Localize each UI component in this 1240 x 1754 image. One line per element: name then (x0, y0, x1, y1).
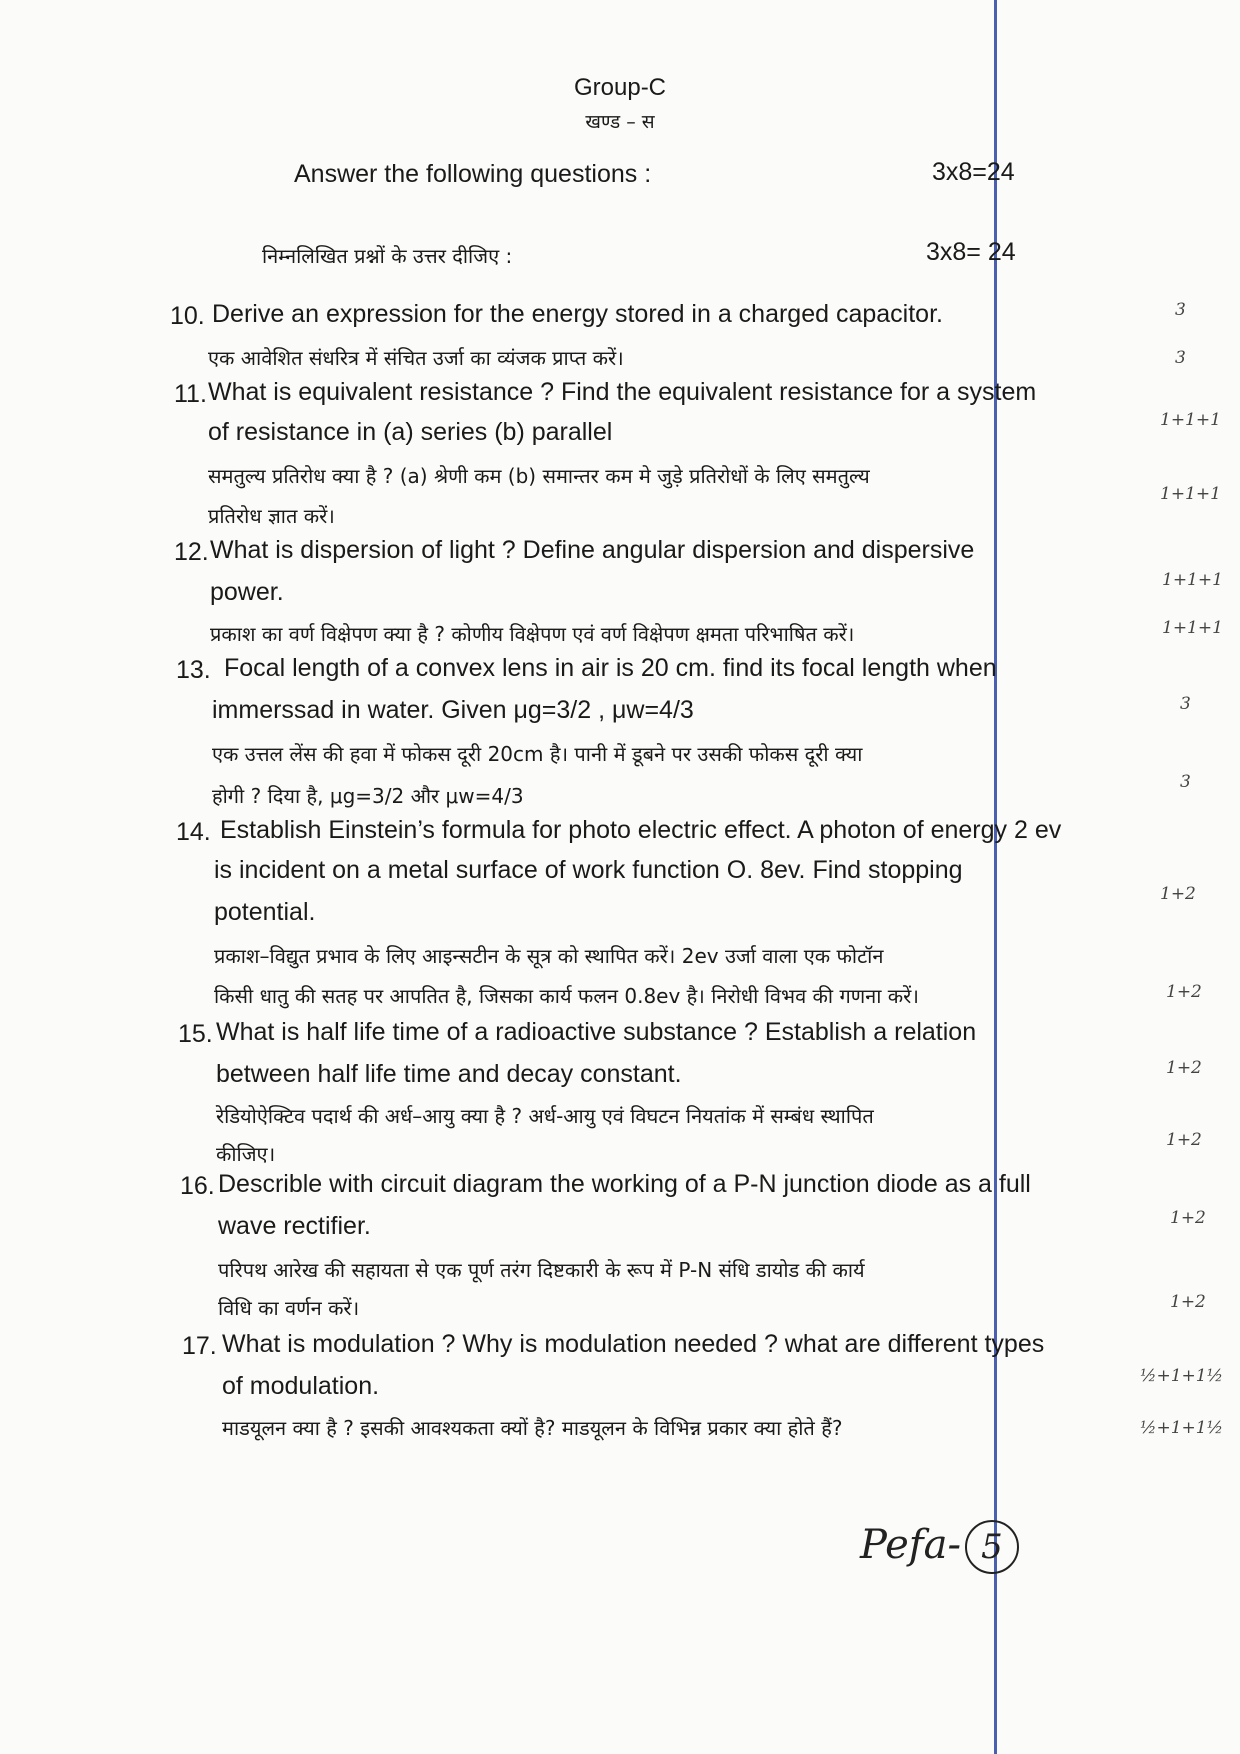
question-number: 15. (178, 1020, 213, 1048)
question-text: Describle with circuit diagram the working of a P-N junction diode as a full (218, 1170, 1031, 1198)
question-text-hindi: माडयूलन क्या है ? इसकी आवश्यकता क्यों है? माडयूलन के विभिन्न प्रकार क्या होते हैं? (222, 1416, 843, 1440)
question-text: is incident on a metal surface of work function O. 8ev. Find stopping (214, 856, 963, 884)
question-text: between half life time and decay constant. (216, 1060, 682, 1088)
question-text-hindi: कीजिए। (216, 1142, 276, 1166)
group-title: Group-C (573, 74, 667, 101)
question-text: of resistance in (a) series (b) parallel (208, 418, 613, 446)
question-number: 16. (180, 1172, 215, 1200)
marks: 1+2 (1160, 884, 1196, 904)
marks: 3 (1180, 694, 1191, 714)
question-text-hindi: प्रतिरोध ज्ञात करें। (208, 504, 335, 528)
marks-hindi: ½+1+1½ (1140, 1418, 1224, 1438)
marks-hindi: 1+2 (1166, 982, 1202, 1002)
question-text-hindi: परिपथ आरेख की सहायता से एक पूर्ण तरंग दिष्टकारी के रूप में P-N संधि डायोड की कार्य (218, 1258, 865, 1282)
signature (860, 1520, 1019, 1574)
marks-hindi: 3 (1180, 772, 1191, 792)
question-text: Establish Einstein’s formula for photo electric effect. A photon of energy 2 ev (220, 816, 1062, 844)
question-text: of modulation. (222, 1372, 380, 1400)
question-text-hindi: एक उत्तल लेंस की हवा में फोकस दूरी 20cm है। पानी में डूबने पर उसकी फोकस दूरी क्या (212, 742, 863, 766)
marks-hindi: 1+1+1 (1162, 618, 1223, 638)
question-text: What is half life time of a radioactive substance ? Establish a relation (216, 1018, 977, 1046)
marks: 1+1+1 (1162, 570, 1223, 590)
marks: 3 (1175, 300, 1186, 320)
question-text-hindi: समतुल्य प्रतिरोध क्या है ? (a) श्रेणी कम (b) समान्तर कम मे जुड़े प्रतिरोधों के लिए समतुल्य (208, 464, 870, 488)
marks-hindi: 1+1+1 (1160, 484, 1221, 504)
question-text-hindi: प्रकाश–विद्युत प्रभाव के लिए आइन्सटीन के सूत्र को स्थापित करें। 2ev उर्जा वाला एक फोटॉन (214, 944, 884, 968)
question-text-hindi: विधि का वर्णन करें। (218, 1296, 360, 1320)
question-text: Derive an expression for the energy stored in a charged capacitor. (212, 300, 943, 328)
total-marks-hindi: 3x8= 24 (926, 238, 1016, 266)
question-text: power. (210, 578, 284, 606)
marks-hindi: 3 (1175, 348, 1186, 368)
question-text-hindi: एक आवेशित संधरित्र में संचित उर्जा का व्यंजक प्राप्त करें। (208, 346, 624, 370)
question-text-hindi: होगी ? दिया है, μg=3/2 और μw=4/3 (212, 784, 524, 808)
question-number: 13. (176, 656, 211, 684)
question-number: 12. (174, 538, 209, 566)
question-text: What is modulation ? Why is modulation needed ? what are different types (222, 1330, 1045, 1358)
question-number: 10. (170, 302, 205, 330)
question-text: Focal length of a convex lens in air is 20 cm. find its focal length when (224, 654, 997, 682)
page-number: 5 (965, 1520, 1019, 1574)
question-number: 17. (182, 1332, 217, 1360)
question-text-hindi: प्रकाश का वर्ण विक्षेपण क्या है ? कोणीय विक्षेपण एवं वर्ण विक्षेपण क्षमता परिभाषित करें। (210, 622, 855, 646)
instruction-hindi: निम्नलिखित प्रश्नों के उत्तर दीजिए : (262, 244, 513, 268)
question-text: What is dispersion of light ? Define angular dispersion and dispersive (210, 536, 975, 564)
group-title-hindi: खण्ड – स (585, 111, 655, 133)
marks-hindi: 1+2 (1166, 1130, 1202, 1150)
marks: ½+1+1½ (1140, 1366, 1224, 1386)
instruction-english: Answer the following questions : (294, 160, 652, 188)
question-number: 11. (174, 380, 207, 408)
total-marks-english: 3x8=24 (932, 158, 1015, 186)
question-text: potential. (214, 898, 316, 926)
marks: 1+1+1 (1160, 410, 1221, 430)
marks: 1+2 (1170, 1208, 1206, 1228)
question-text: wave rectifier. (218, 1212, 371, 1240)
question-number: 14. (176, 818, 211, 846)
question-text-hindi: रेडियोऐक्टिव पदार्थ की अर्ध–आयु क्या है ? अर्ध-आयु एवं विघटन नियतांक में सम्बंध स्थापित (216, 1104, 874, 1128)
marks: 1+2 (1166, 1058, 1202, 1078)
question-text-hindi: किसी धातु की सतह पर आपतित है, जिसका कार्य फलन 0.8ev है। निरोधी विभव की गणना करें। (214, 984, 919, 1008)
signature-text: Pefa- (860, 1522, 961, 1568)
question-text: What is equivalent resistance ? Find the equivalent resistance for a system (208, 378, 1037, 406)
question-text: immerssad in water. Given μg=3/2 , μw=4/3 (212, 696, 694, 724)
marks-hindi: 1+2 (1170, 1292, 1206, 1312)
